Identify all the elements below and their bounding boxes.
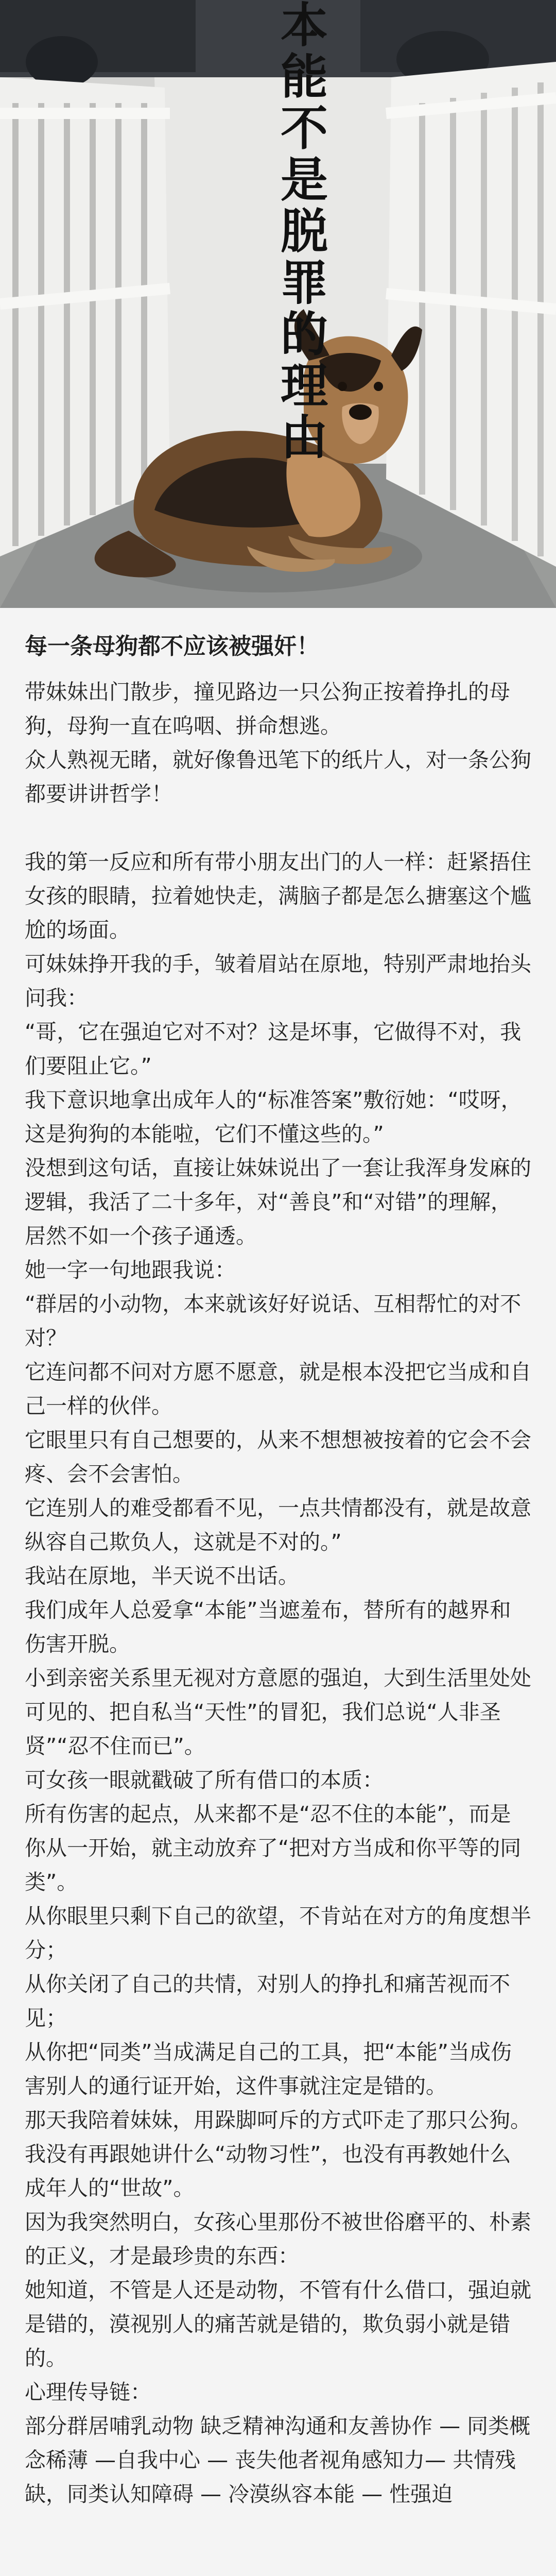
paragraph: 心理传导链： xyxy=(25,2380,151,2404)
paragraph: 部分群居哺乳动物 缺乏精神沟通和友善协作 — 同类概念稀薄 —自我中心 — 丧失他者视角感知力— 共情残缺，同类认知障碍 — 冷漠纵容本能 — 性强迫 xyxy=(25,2414,531,2506)
paragraph: 它连问都不问对方愿不愿意，就是根本没把它当成和自己一样的伙伴。 xyxy=(25,1360,531,1418)
paragraph: 可女孩一眼就戳破了所有借口的本质： xyxy=(25,1768,384,1792)
paragraph-spacer xyxy=(25,811,531,845)
paragraph: 我的第一反应和所有带小朋友出门的人一样：赶紧捂住女孩的眼睛，拉着她快走，满脑子都是怎么搪塞这个尴尬的场面。 xyxy=(25,850,531,942)
hero-image xyxy=(0,0,556,608)
paragraph: 她一字一句地跟我说： xyxy=(25,1258,236,1282)
paragraph: 她知道，不管是人还是动物，不管有什么借口，强迫就是错的，漠视别人的痛苦就是错的，欺负弱小就是错的。 xyxy=(25,2278,531,2370)
paragraph: 它连别人的难受都看不见，一点共情都没有，就是故意纵容自己欺负人，这就是不对的。” xyxy=(25,1496,531,1554)
paragraph: 我没有再跟她讲什么“动物习性”，也没有再教她什么成年人的“世故”。 xyxy=(25,2142,511,2200)
paragraph: 所有伤害的起点，从来都不是“忍不住的本能”，而是你从一开始，就主动放弃了“把对方当成和你平等的同类”。 xyxy=(25,1802,522,1894)
paragraph: 它眼里只有自己想要的，从来不想想被按着的它会不会疼、会不会害怕。 xyxy=(25,1428,531,1486)
paragraph: 众人熟视无睹，就好像鲁迅笔下的纸片人，对一条公狗都要讲讲哲学！ xyxy=(25,748,531,806)
paragraph: 从你眼里只剩下自己的欲望，不肯站在对方的角度想半分； xyxy=(25,1904,531,1962)
paragraph: 我站在原地，半天说不出话。 xyxy=(25,1564,299,1588)
paragraph: 从你把“同类”当成满足自己的工具，把“本能”当成伤害别人的通行证开始，这件事就注定是错的。 xyxy=(25,2040,512,2098)
paragraph: 没想到这句话，直接让妹妹说出了一套让我浑身发麻的逻辑，我活了二十多年，对“善良”和“对错”的理解，居然不如一个孩子通透。 xyxy=(25,1156,531,1248)
paragraph: 从你关闭了自己的共情，对别人的挣扎和痛苦视而不见； xyxy=(25,1972,510,2030)
paragraph: 那天我陪着妹妹，用跺脚呵斥的方式吓走了那只公狗。 xyxy=(25,2108,531,2132)
paragraph: 带妹妹出门散步，撞见路边一只公狗正按着挣扎的母狗，母狗一直在呜咽、拼命想逃。 xyxy=(25,680,510,738)
paragraph: “哥，它在强迫它对不对？这是坏事，它做得不对，我们要阻止它。” xyxy=(25,1020,522,1078)
paragraph: 可妹妹挣开我的手，皱着眉站在原地，特别严肃地抬头问我： xyxy=(25,952,531,1010)
paragraph: 小到亲密关系里无视对方意愿的强迫，大到生活里处处可见的、把自私当“天性”的冒犯，我们总说“人非圣贤”“忍不住而已”。 xyxy=(25,1666,531,1758)
paragraph: 我们成年人总爱拿“本能”当遮羞布，替所有的越界和伤害开脱。 xyxy=(25,1598,511,1656)
article-headline: 每一条母狗都不应该被强奸！ xyxy=(25,633,319,659)
paragraph: 我下意识地拿出成年人的“标准答案”敷衍她：“哎呀，这是狗狗的本能啦，它们不懂这些的。” xyxy=(25,1088,522,1146)
hero-title: 本能不是脱罪的理由 xyxy=(273,0,328,464)
article-body xyxy=(0,608,556,2511)
paragraph: 因为我突然明白，女孩心里那份不被世俗磨平的、朴素的正义，才是最珍贵的东西： xyxy=(25,2210,531,2268)
paragraph: “群居的小动物，本来就该好好说话、互相帮忙的对不对？ xyxy=(25,1292,522,1350)
